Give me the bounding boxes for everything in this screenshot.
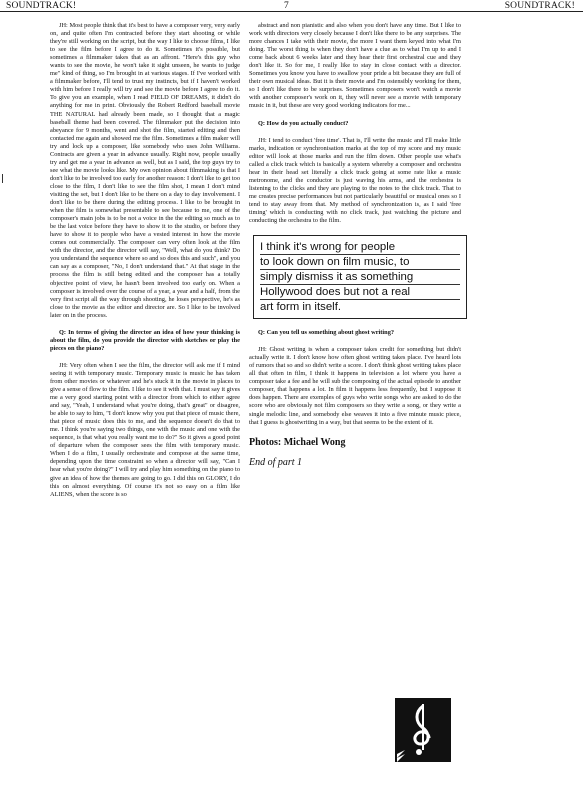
left-paragraph-2: JH: Very often when I see the film, the director will ask me if I mind seeing it with temporary music. Temporary music is music he has taken from other movies or whatever and he's stuck it in the movie in places to give a sense of flow to the film. I like to see it with that. I must say it gives me a very good starting point with a director from which to either agree and say, "Yeah, I understand what you're doing, that's great" or disagree, be able to say to him, "I don't know why you put that piece of music there, that piece of music does this to me, and the sequence doesn't do that to me. I think you're saying two things, one with the music and one with the sequence, is that what you really want me to do?" So it gives a good point of departure when the composer sees the film with temporary music. When I do a film, I usually orchestrate and compose at the same time, depending upon the time constraint so when a director will say, "Can I hear what you're doing?" I will try and play him something on the piano to give an idea of how the themes are going to go. I did this on GLORY, I do this on almost everything. Of course it's not so easy on a film like ALIENS, when the score is so [50,361,240,498]
header-left-title: SOUNDTRACK! [6,1,77,11]
page-number: 7 [284,1,289,11]
right-paragraph-3: JH: Ghost writing is when a composer takes credit for something but didn't actually write it. I don't know how often ghost writing takes place. I've heard lots of rumors that so and so didn't write a score. I don't think ghost writing takes place all that often in film, I think it happens in television a lot where you have a composer take a fee and he will sub the composing of the actual episode to another composer, that happens a lot. In film it happens less frequently, but I suppose it does happen. There are exemples of guys who write songs who are asked to do the score who are obviously not film composers so they write a song, or they write a single melodic line, and somebody else weaves it into a five minute music piece, that I guess is ghostwriting in a way, but that seems to be the extent of it. [249,346,461,426]
right-paragraph-1: abstract and non pianistic and also when you don't have any time. But I like to work with directors very closely because I don't like there to be any surprises. The more chances I take with their movie, the more I want them keyed into what I'm doing. The worst thing is when they don't have a clue as to what I'm up to and I come back about 6 weeks later and they hear their first orchestral cue and they don't like it. So for me, I really like to stay in close contact with a director. Sometimes you know you have to swallow your pride a bit because they are full of their own musical ideas. But it is their movie and I'm ostensibly working for them, so I don't like there to be surprises. Sometimes composers won't watch a movie with another composer's work on it, they will never see a movie with temporary music in it, but these are very good working indicators for me... [249,22,461,110]
left-column [50,22,240,499]
photo-credit: Photos: Michael Wong [249,436,346,448]
right-question-1: Q: How do you actually conduct? [258,119,349,127]
pull-quote-line: I think it's wrong for people [260,240,460,255]
end-of-part: End of part 1 [249,456,303,468]
pull-quote-line: simply dismiss it as something [260,270,460,285]
pull-quote-line: Hollywood does but not a real [260,285,460,300]
left-question-1: Q: In terms of giving the director an idea of how your thinking is about the film, do you provide the director with sketches or play the pieces on the piano? [50,328,240,352]
right-paragraph-2: JH: I tend to conduct 'free time'. That is, I'll write the music and I'll make little marks, indication or synchronisation marks at the top of my score and my music editor will look at those marks and run the film down. Other people use what's called a click track which is basically a system whereby a composer and orchestra hear in their head set literally a click track going at some rate like a music metronome, and the conductor is just waving his arms, and the orchestra is listening to the clicks and they are playing to the notes to the click track. That to me creates precise performances but not particularly beautiful or musical ones so I tend to stay away from that. My method of synchronization is, as I said 'free timing' which is conducting with no click track, just watching the picture and conducting the orchestra to the film. [249,136,461,225]
treble-clef-logo-icon [395,698,451,762]
right-column [249,22,461,477]
header-rule [0,11,583,12]
pull-quote [253,235,467,319]
page-header [0,0,583,12]
pull-quote-line: art form in itself. [260,301,342,314]
left-paragraph-1: JH: Most people think that it's best to have a composer very, very early on, and quite often I'm contracted before they start shooting or while they're still working on the script, but the way I like to choose films, I like to see the film before I agree to do it. Sometimes it's possible, but sometimes a filmmaker takes that as an affront. "Here's this guy who wants to see the movie, he won't take it sight unseen, he wants to judge me" kind of thing, so I'm brought in at various stages. If I've worked with a filmmaker before, I'll tend to trust my instincts, but if I haven't worked with him before I really will try and see the movie before I agree to do it. To give you an example, when I read FIELD OF DREAMS, it didn't do anything for me in print. Obviously the Robert Redford baseball movie THE NATURAL had already been made, so I thought that a magic baseball theme had been covered. The filmmaker put the decision into abeyance for 9 months, went and shot the film, started editing and then contacted me again and showed me the film. Sometimes a film maker will try and lock up a composer, like somebody who uses John Williams. Contracts are given a year in advance usually. Right now, people usually try and get me a year in advance as well, but as I said, the top guys try to see what the movie looks like. My own opinion about filmmaking is that I don't like to be involved too early for another reason: I don't like to get too close to the film, I don't like to see the film shot, I mean I don't mind visiting the set, but I don't like to be there on a day to day involvement. I don't like to be there during the editing process. I like to be brought in when the film is somewhat presentable to see because to me, one of the composer's main jobs is to be not a voice in the the editing so much as to be the last voice before they have to show it to the studio, or before they have to show it to people who have a vested interest in how the movie comes out commercially. The composer can very often look at the film with the director, and the director will say, "Well, what do you think? Do you understand the sequence where so and so does this and such", and you can say as a composer, "No, I don't understand that." At that stage in the process the film is still being edited and the composer has a totally objective point of view, he hasn't been involved too early on. When a composer is involved over the course of a year, a year and a half, from the very first script all the way through shooting, he loses perspective, he's as close to the movie as the editor and director are. So I like to be involved later on in the process. [50,22,240,319]
pull-quote-line: to look down on film music, to [260,255,460,270]
margin-mark [2,174,7,183]
right-question-2: Q: Can you tell us something about ghost writing? [258,329,395,337]
header-right-title: SOUNDTRACK! [504,1,575,11]
